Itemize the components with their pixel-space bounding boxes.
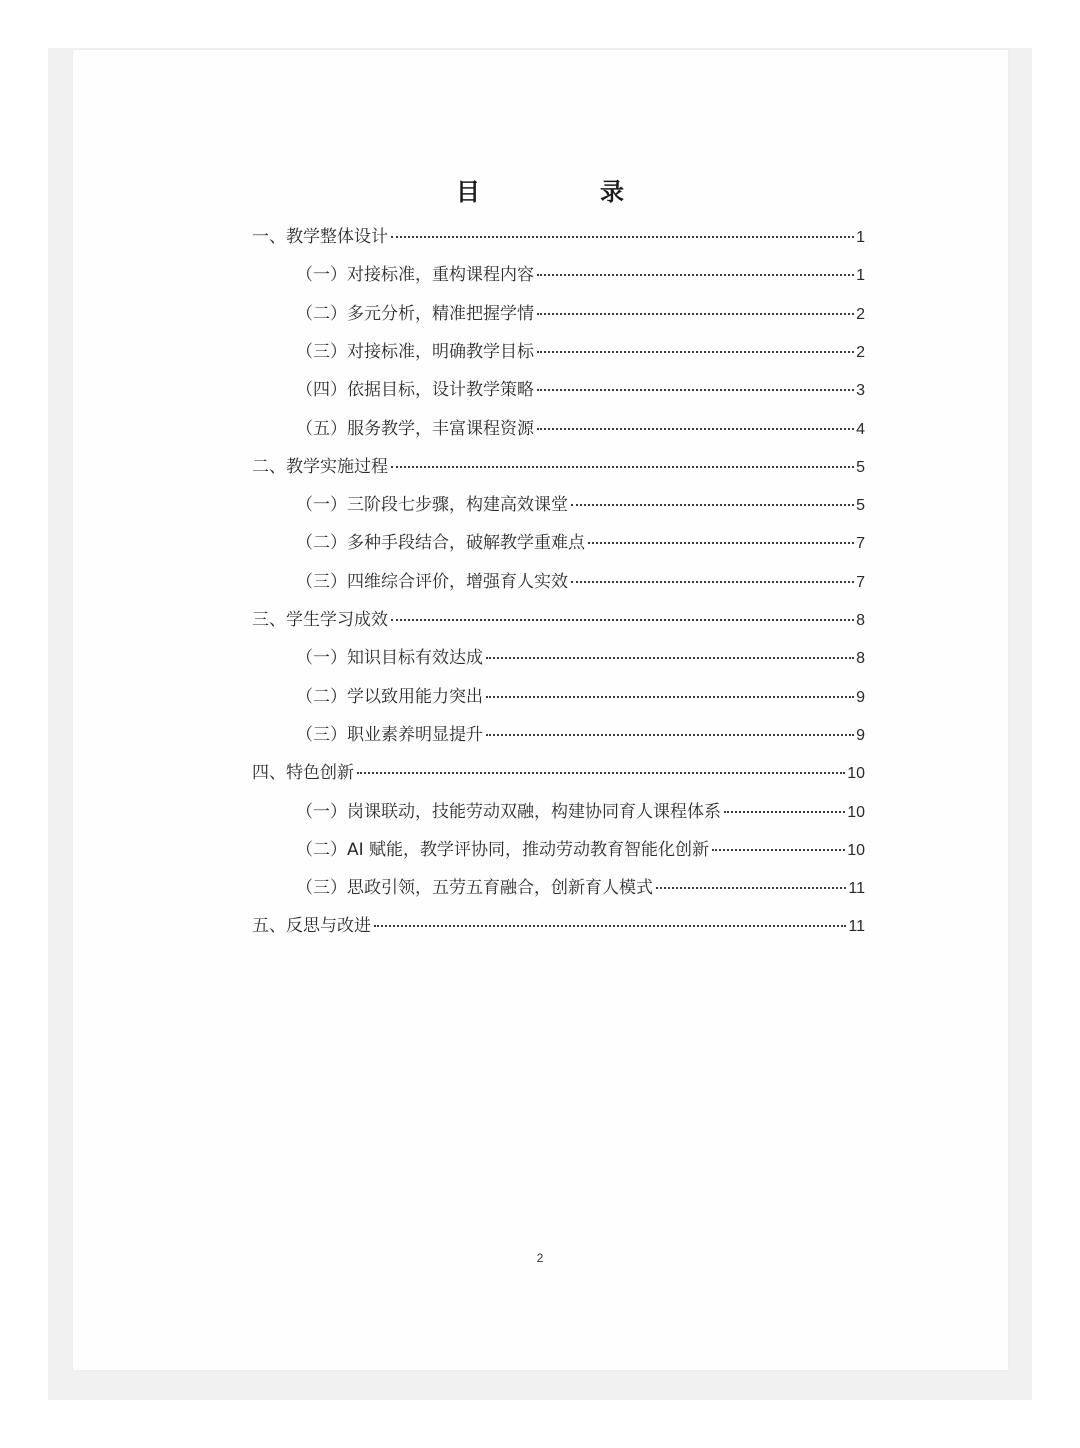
toc-entry-page: 5 — [856, 458, 865, 476]
toc-entry-page: 5 — [856, 497, 865, 515]
toc-entry-page: 9 — [856, 688, 865, 706]
toc-entry-page: 10 — [847, 841, 865, 859]
toc-leader-dots — [486, 657, 854, 659]
toc-entry[interactable] — [296, 375, 865, 399]
toc-entry-text: 一、教学整体设计 — [252, 227, 388, 247]
toc-entry[interactable] — [296, 682, 865, 706]
toc-entry[interactable] — [252, 758, 865, 782]
toc-entry[interactable] — [296, 797, 865, 821]
toc-entry-text: （一）三阶段七步骤，构建高效课堂 — [296, 495, 568, 516]
toc-leader-dots — [537, 428, 854, 430]
toc-entry-text: （四）依据目标，设计教学策略 — [296, 380, 534, 401]
toc-entry-page: 2 — [856, 305, 865, 323]
toc-entry-page: 4 — [856, 420, 865, 438]
toc-entry[interactable] — [296, 720, 865, 744]
toc-entry[interactable] — [252, 452, 865, 476]
toc-entry-page: 1 — [856, 267, 865, 285]
toc-entry[interactable] — [252, 605, 865, 629]
toc-leader-dots — [486, 696, 854, 698]
toc-entry-text: （三）职业素养明显提升 — [296, 724, 483, 745]
toc-leader-dots — [588, 542, 854, 544]
toc-leader-dots — [391, 619, 854, 621]
toc-entry-text: （一）对接标准，重构课程内容 — [296, 265, 534, 286]
toc-entry-page: 7 — [856, 535, 865, 553]
toc-leader-dots — [571, 504, 854, 506]
toc-entry-text: 五、反思与改进 — [252, 916, 371, 937]
toc-entry-page: 10 — [847, 803, 865, 821]
toc-leader-dots — [724, 811, 845, 813]
toc-entry-text: （三）思政引领，五劳五育融合，创新育人模式 — [296, 878, 653, 899]
toc-entry[interactable] — [296, 490, 865, 514]
toc-entry-text: （一）知识目标有效达成 — [296, 648, 483, 669]
toc-entry-text: （五）服务教学，丰富课程资源 — [296, 418, 534, 439]
toc-entry-text: （二）AI 赋能，教学评协同，推动劳动教育智能化创新 — [296, 839, 710, 860]
toc-entry[interactable] — [296, 643, 865, 667]
toc-entry-text: （三）对接标准，明确教学目标 — [296, 341, 534, 362]
toc-title: 目 录 — [456, 178, 672, 206]
toc-entry-page: 7 — [856, 573, 865, 591]
toc-entry-text: （二）多种手段结合，破解教学重难点 — [296, 533, 585, 554]
toc-entry-page: 11 — [848, 880, 865, 898]
toc-entry-page: 3 — [856, 382, 865, 400]
toc-entry-text: （三）四维综合评价，增强育人实效 — [296, 571, 568, 592]
toc-leader-dots — [571, 581, 854, 583]
toc-leader-dots — [486, 734, 854, 736]
toc-entry[interactable] — [296, 873, 865, 897]
toc-entry-page: 2 — [856, 343, 865, 361]
toc-leader-dots — [391, 236, 854, 238]
toc-entry[interactable] — [296, 337, 865, 361]
toc-leader-dots — [537, 274, 854, 276]
toc-leader-dots — [357, 772, 845, 774]
toc-leader-dots — [374, 925, 846, 927]
toc-entry[interactable] — [296, 414, 865, 438]
toc-entry-page: 8 — [856, 612, 865, 629]
toc-entry-page: 1 — [856, 229, 865, 246]
page-number: 2 — [536, 1251, 544, 1265]
toc-entry[interactable] — [296, 835, 865, 859]
toc-entry-text: （二）多元分析，精准把握学情 — [296, 303, 534, 324]
toc-entry[interactable] — [296, 567, 865, 591]
toc-entry[interactable] — [296, 299, 865, 323]
toc-leader-dots — [537, 389, 854, 391]
toc-entry-text: （二）学以致用能力突出 — [296, 686, 483, 707]
toc-entry[interactable] — [296, 260, 865, 284]
toc-leader-dots — [391, 466, 854, 468]
toc-entry-text: 三、学生学习成效 — [252, 610, 388, 630]
toc-entry-text: （一）岗课联动，技能劳动双融，构建协同育人课程体系 — [296, 801, 721, 822]
toc-leader-dots — [537, 313, 854, 315]
toc-leader-dots — [656, 887, 846, 889]
toc-entry-page: 9 — [856, 726, 865, 744]
toc-entry-page: 11 — [848, 918, 865, 936]
toc-entry-text: 二、教学实施过程 — [252, 456, 388, 477]
toc-leader-dots — [712, 849, 845, 851]
toc-entry[interactable] — [252, 911, 865, 935]
toc-entry-page: 10 — [847, 765, 865, 783]
toc-entry[interactable] — [252, 222, 865, 246]
toc-entry-page: 8 — [856, 650, 865, 668]
toc-entry-text: 四、特色创新 — [252, 763, 354, 784]
toc-leader-dots — [537, 351, 854, 353]
toc-entry[interactable] — [296, 528, 865, 552]
